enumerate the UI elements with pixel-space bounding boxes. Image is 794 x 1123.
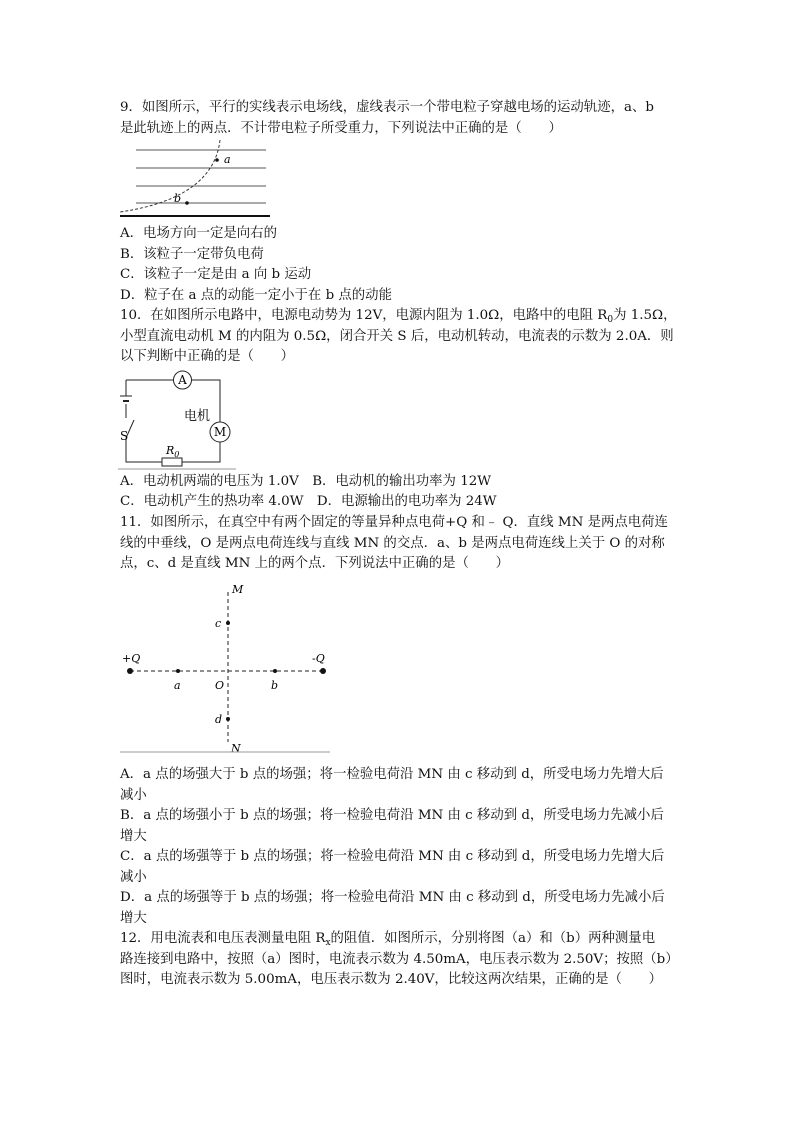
q11-option-a-line1: A．a 点的场强大于 b 点的场强；将一检验电荷沿 MN 由 c 移动到 d，所受电场力先增大后 [120,767,664,782]
ammeter-label: A [178,373,187,387]
q11-option-a-line2: 减小 [120,788,147,803]
q10-options-line1: A．电动机两端的电压为 1.0V B．电动机的输出功率为 12W [120,474,491,489]
q12-stem-line2: 路连接到电路中，按照（a）图时，电流表示数为 4.50mA，电压表示数为 2.50V；按照（b） [120,952,679,967]
label-N: N [231,742,241,755]
q12-stem-line1: 12．用电流表和电压表测量电阻 $R_x$的阻值．如图所示，分别将图（a）和（b）两种测量电 [120,931,656,948]
q10-circuit-diagram [118,368,243,470]
q9-option-c: C．该粒子一定是由 a 向 b 运动 [120,267,312,282]
q9-option-b: B．该粒子一定带负电荷 [120,247,264,262]
wire [126,438,162,462]
label-O: O [215,679,225,692]
minus-charge [320,668,326,674]
q11-option-d-line1: D．a 点的场强等于 b 点的场强；将一检验电荷沿 MN 由 c 移动到 d，所受电场力先减小后 [120,890,665,905]
wire [182,442,220,462]
label-plus-Q: +Q [122,652,141,665]
point-a [215,158,219,162]
resistor-icon [162,458,182,466]
point-b [185,201,189,205]
q10-options-line2: C．电动机产生的热功率 4.0W D．电源输出的电功率为 24W [120,494,497,509]
label-minus-Q: -Q [312,652,325,665]
label-b: b [174,192,182,205]
q11-stem-line1: 11．如图所示，在真空中有两个固定的等量异种点电荷+Q 和﹣ Q．直线 MN 是两点电荷连 [120,515,668,530]
switch-label: S [120,429,129,443]
q11-option-c-line1: C．a 点的场强等于 b 点的场强；将一检验电荷沿 MN 由 c 移动到 d，所受电场力先增大后 [120,849,665,864]
q11-option-b-line1: B．a 点的场强小于 b 点的场强；将一检验电荷沿 MN 由 c 移动到 d，所受电场力先减小后 [120,808,664,823]
q11-stem-line3: 点，c、d 是直线 MN 上的两个点．下列说法中正确的是（ ） [120,556,510,571]
q11-charge-diagram [118,580,333,756]
q9-option-d: D．粒子在 a 点的动能一定小于在 b 点的动能 [120,288,392,303]
q9-stem-line2: 是此轨迹上的两点．不计带电粒子所受重力，下列说法中正确的是（ ） [120,121,562,136]
point-a [176,669,180,673]
q12-stem-line3: 图时，电流表示数为 5.00mA，电压表示数为 2.40V，比较这两次结果，正确的是（ ） [120,972,663,987]
q10-stem-line2: 小型直流电动机 M 的内阻为 0.5Ω，闭合开关 S 后，电动机转动，电流表的示数为 2.0A．则 [120,329,674,344]
point-d [226,717,230,721]
label-a: a [174,679,181,692]
label-a: a [224,153,231,166]
label-M: M [232,583,244,596]
label-b: b [271,679,279,692]
q9-field-line-figure [118,140,273,220]
q11-option-b-line2: 增大 [120,829,147,844]
q10-stem-line1: 10．在如图所示电路中，电源电动势为 12V，电源内阻为 1.0Ω，电路中的电阻 $R_0$为 1.5Ω， [120,308,677,325]
motor-symbol: M [213,425,227,439]
resistor-label: $R_0$ [166,444,180,459]
q10-stem-line3: 以下判断中正确的是（ ） [120,349,295,364]
motor-text-label: 电机 [184,409,211,424]
particle-trajectory [120,140,220,212]
label-d: d [215,713,223,726]
label-c: c [215,617,222,630]
point-b [273,669,277,673]
q11-option-c-line2: 减小 [120,870,147,885]
q9-stem-line1: 9．如图所示，平行的实线表示电场线，虚线表示一个带电粒子穿越电场的运动轨迹，a、b [120,100,654,115]
q11-option-d-line2: 增大 [120,911,147,926]
q9-option-a: A．电场方向一定是向右的 [120,226,277,241]
point-c [226,621,230,625]
q11-stem-line2: 线的中垂线，O 是两点电荷连线与直线 MN 的交点．a、b 是两点电荷连线上关于 O 的对称 [120,536,665,551]
plus-charge [127,668,133,674]
